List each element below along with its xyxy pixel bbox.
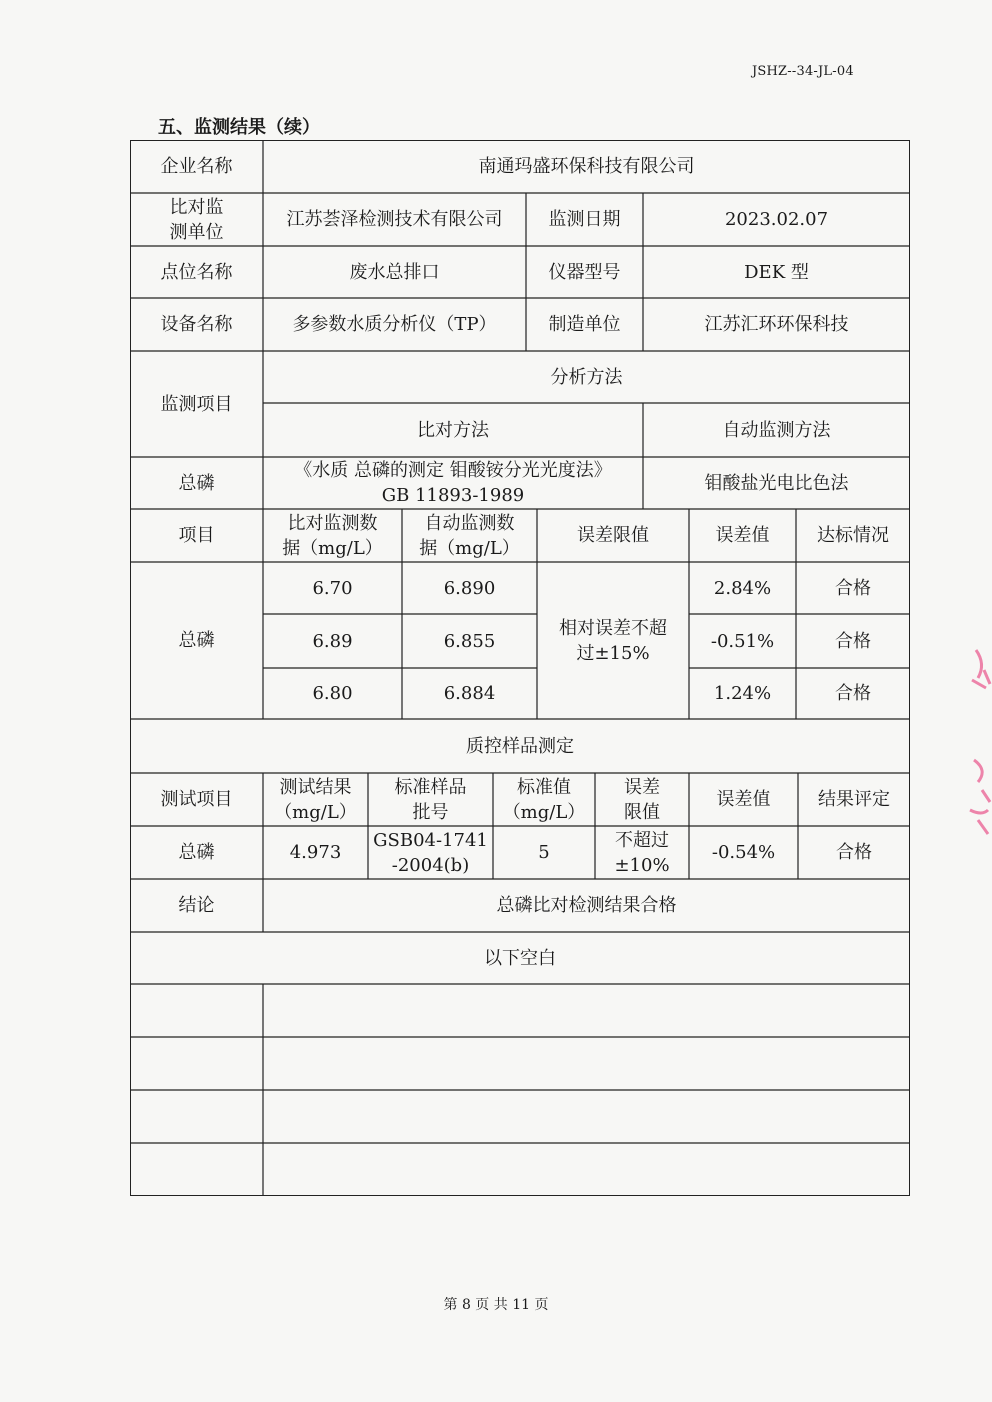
qc-header-eval: 结果评定 [818, 789, 890, 810]
results-item: 总磷 [178, 630, 215, 651]
section-title: 五、监测结果（续） [158, 117, 320, 138]
point-value: 废水总排口 [349, 261, 440, 283]
qc-title: 质控样品测定 [466, 735, 574, 757]
results-header-item: 项目 [178, 525, 215, 546]
manufacturer-label: 制造单位 [548, 314, 621, 335]
blank-note: 以下空白 [484, 947, 556, 969]
method-item: 总磷 [178, 472, 215, 494]
table-row-auto-value: 6.855 [443, 630, 496, 652]
compare-unit-label: 比对监 测单位 [169, 196, 224, 243]
compare-unit-value: 江苏荟泽检测技术有限公司 [286, 209, 503, 230]
qc-batch: GSB04-1741 -2004(b) [373, 829, 488, 876]
table-row-compare-value: 6.89 [312, 630, 353, 652]
qc-header-result: 测试结果 （mg/L） [274, 776, 357, 823]
table-row-error-value: -0.51% [710, 630, 775, 652]
table-row-auto-value: 6.890 [443, 577, 496, 599]
compare-method-header: 比对方法 [417, 419, 489, 441]
qc-header-error: 误差值 [716, 789, 771, 810]
table-row-compare-value: 6.80 [312, 683, 353, 704]
qc-header-item: 测试项目 [160, 789, 233, 810]
monitor-date-value: 2023.02.07 [724, 209, 829, 230]
device-value: 多参数水质分析仪（TP） [292, 314, 497, 335]
qc-item: 总磷 [178, 842, 215, 863]
compare-method: 《水质 总磷的测定 钼酸铵分光光度法》 GB 11893-1989 [294, 460, 612, 506]
qc-standard: 5 [538, 842, 550, 863]
results-header-auto: 自动监测数 据（mg/L） [419, 512, 520, 559]
qc-header-standard: 标准值 （mg/L） [502, 776, 586, 823]
monitor-item-label: 监测项目 [160, 393, 233, 415]
results-header-compare: 比对监测数 据（mg/L） [282, 512, 383, 559]
instrument-model-value: DEK 型 [744, 261, 809, 283]
results-header-error: 误差值 [715, 525, 770, 546]
monitor-date-label: 监测日期 [548, 209, 621, 230]
enterprise-value: 南通玛盛环保科技有限公司 [478, 156, 695, 177]
qc-header-batch: 标准样品 批号 [394, 776, 467, 823]
point-label: 点位名称 [160, 261, 233, 283]
table-row-status: 合格 [835, 683, 871, 704]
table-row-auto-value: 6.884 [443, 683, 496, 704]
device-label: 设备名称 [160, 314, 233, 335]
document-number: JSHZ--34-JL-04 [752, 64, 854, 79]
qc-result: 4.973 [289, 842, 342, 863]
table-row-compare-value: 6.70 [312, 577, 353, 599]
instrument-model-label: 仪器型号 [548, 261, 621, 283]
analysis-method-header: 分析方法 [550, 366, 623, 388]
auto-method-header: 自动监测方法 [722, 419, 831, 441]
conclusion-value: 总磷比对检测结果合格 [496, 895, 677, 916]
table-row-status: 合格 [835, 577, 871, 599]
results-table [130, 140, 910, 1196]
conclusion-label: 结论 [178, 895, 215, 916]
enterprise-label: 企业名称 [160, 156, 233, 177]
results-header-limit: 误差限值 [577, 525, 649, 546]
auto-method: 钼酸盐光电比色法 [704, 472, 849, 494]
qc-error: -0.54% [711, 842, 776, 863]
table-row-error-value: 1.24% [713, 683, 772, 704]
manufacturer-value: 江苏汇环环保科技 [704, 314, 849, 335]
results-limit: 相对误差不超 过±15% [559, 617, 667, 664]
seal-stamp-fragment [964, 640, 992, 840]
qc-eval: 合格 [836, 842, 872, 863]
page-footer: 第 8 页 共 11 页 [443, 1297, 549, 1313]
table-row-error-value: 2.84% [713, 577, 772, 599]
results-header-status: 达标情况 [817, 525, 889, 546]
qc-limit: 不超过 ±10% [614, 829, 670, 876]
table-row-status: 合格 [835, 630, 871, 652]
qc-header-limit: 误差 限值 [624, 776, 660, 823]
